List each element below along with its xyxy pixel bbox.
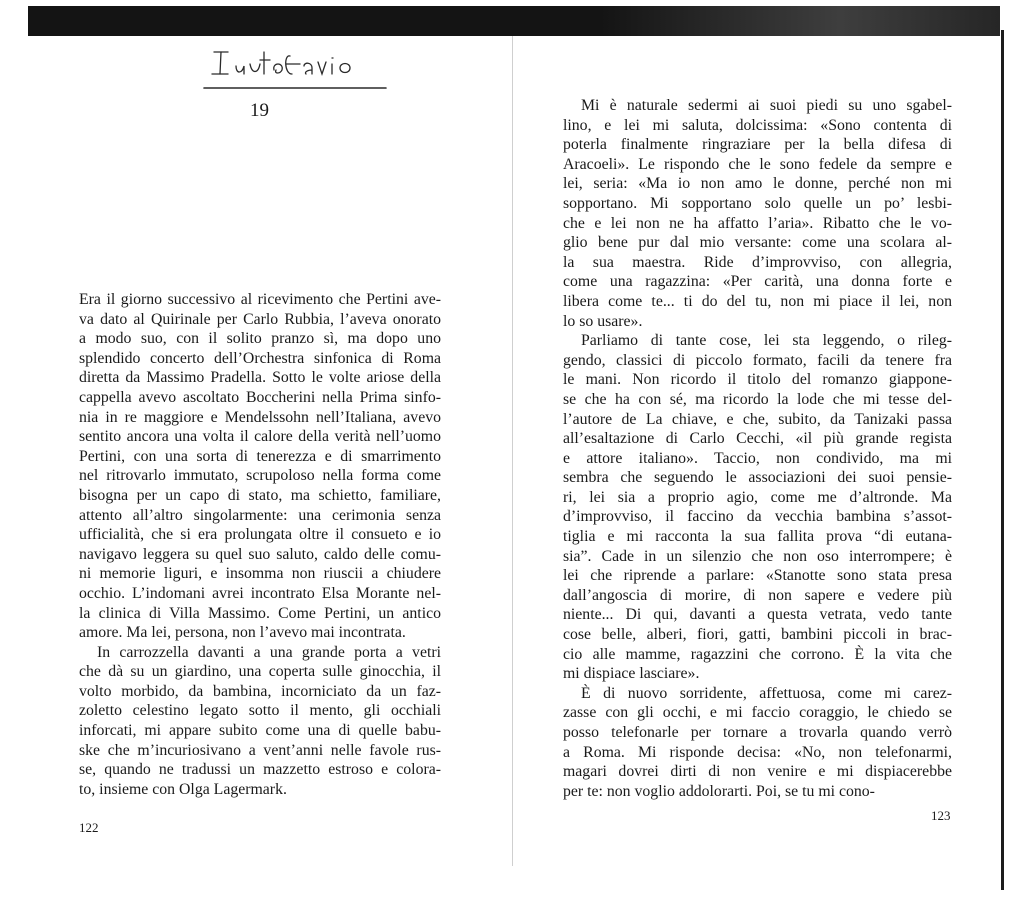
text-line: splendido concerto dell’Orchestra sinfonica di Roma — [79, 349, 441, 367]
text-line: volto morbido, da bambina, incorniciato da un faz- — [79, 682, 441, 700]
text-line: lei che riprende a parlare: «Stanotte sono stata presa — [563, 567, 952, 585]
text-line: In carrozzella davanti a una grande porta a vetri — [97, 643, 441, 661]
text-line: va dato al Quirinale per Carlo Rubbia, l’aveva onorato — [79, 310, 441, 328]
text-line: cose belle, alberi, fiori, gatti, bambini piccoli in brac- — [563, 626, 952, 644]
text-line: ri, lei sia a proprio agio, come me d’altronde. Ma — [563, 488, 952, 506]
text-line: a Roma. Mi risponde decisa: «No, non telefonarmi, — [563, 743, 952, 761]
text-line: zasse con gli occhi, e mi faccio coraggio, le chiedo se — [563, 704, 952, 722]
text-line: la sua maestra. Ride d’improvviso, con allegria, — [563, 253, 952, 271]
text-line: sopportano. Mi sopportano solo quelle un po’ lesbi- — [563, 194, 952, 212]
right-page-number: 123 — [931, 808, 951, 823]
text-line: cappella avevo ascoltato Boccherini nella Prima sinfo- — [79, 388, 441, 406]
text-line: attento all’altro singolarmente: una cerimonia senza — [79, 506, 441, 524]
text-line: diretta da Massimo Pradella. Sotto le volte ariose della — [79, 369, 441, 387]
text-line: Pertini, con una sorta di tenerezza e di smarrimento — [79, 447, 441, 465]
text-line: se, quando ne tradussi un mazzetto estroso e colora- — [79, 761, 441, 779]
text-line: nel ritrovarlo immutato, scrupoloso nella forma come — [79, 467, 441, 485]
text-line: lino, e lei mi saluta, dolcissima: «Sono contenta di — [563, 116, 952, 134]
text-line: cio alle mamme, ragazzini che corrono. È la vita che — [563, 645, 952, 663]
text-line: che e lei non ne ha affatto l’aria». Ribatto che le vo- — [563, 214, 952, 232]
text-line: ufficialità, che si era prolungata oltre il consueto e io — [79, 526, 441, 544]
text-line: lo so usare». — [563, 312, 643, 330]
text-line: ske che m’incuriosivano a vent’anni nelle favole rus- — [79, 741, 441, 759]
text-line: occhio. L’indomani avrei incontrato Elsa Morante nel- — [79, 584, 441, 602]
text-line: sia”. Cade in un silenzio che non oso interrompere; è — [563, 547, 952, 565]
book-gutter — [512, 36, 513, 866]
text-line: Mi è naturale sedermi ai suoi piedi su uno sgabel- — [581, 97, 952, 114]
text-line: a modo suo, con il solito pranzo sì, ma dopo uno — [79, 330, 441, 348]
text-line: come una ragazzina: «Per carità, una donna forte e — [563, 273, 952, 291]
text-line: all’esaltazione di Carlo Cecchi, «il più grande regista — [563, 430, 952, 448]
text-line: che dà su un giardino, una coperta sulle ginocchia, il — [79, 663, 441, 681]
handwritten-annotation — [200, 44, 390, 94]
text-line: sentito ancora una volta il calore della verità nell’uomo — [79, 428, 441, 446]
text-line: glio bene pur dal mio versante: come una scolara al- — [563, 234, 952, 252]
text-line: tiglia e mi racconta la sua fallita prova “di eutana- — [563, 528, 952, 546]
right-page-text — [563, 96, 952, 801]
text-line: gendo, classici di piccolo formato, facili da tenere fra — [563, 351, 952, 369]
text-line: le mani. Non ricordo il titolo del romanzo giappone- — [563, 371, 952, 389]
text-line: Parliamo di tante cose, lei sta leggendo, o rileg- — [581, 332, 952, 350]
text-line: niente... Di qui, davanti a questa vetrata, vedo tante — [563, 606, 952, 624]
text-line: È di nuovo sorridente, affettuosa, come mi carez- — [581, 684, 952, 702]
text-line: bisogna per un capo di stato, ma schietto, familiare, — [79, 486, 441, 504]
text-line: zoletto celestino legato sotto il mento, gli occhiali — [79, 702, 441, 720]
text-line: sembra che seguendo le associazioni dei suoi pensie- — [563, 469, 952, 487]
text-line: amore. Ma lei, persona, non l’avevo mai incontrata. — [79, 624, 406, 642]
text-line: ni memorie liguri, e insomma non riuscii a chiudere — [79, 565, 441, 583]
text-line: mi dispiace lasciare». — [563, 665, 700, 683]
left-page-number: 122 — [79, 820, 99, 835]
text-line: posso telefonarle per tornare a trovarla quando verrò — [563, 724, 952, 741]
handwriting-scribble — [200, 44, 390, 94]
text-line: l’autore de La chiave, e che, subito, da Tanizaki passa — [563, 410, 952, 428]
text-line: per te: non voglio addolorarti. Poi, se tu mi cono- — [563, 782, 875, 800]
text-line: libera come te... ti do del tu, non mi piace il lei, non — [563, 292, 952, 310]
text-line: poterla finalmente ringraziare per la bella difesa di — [563, 136, 952, 154]
text-line: dall’angoscia di morire, di non sapere e vedere più — [563, 586, 952, 604]
text-line: Aracoeli». Le rispondo che le sono fedele da sempre e — [563, 155, 952, 173]
text-line: to, insieme con Olga Lagermark. — [79, 780, 287, 798]
scan-right-edge — [1001, 30, 1004, 890]
left-page-text — [79, 290, 441, 799]
text-line: se che ha con sé, ma ricordo la lode che mi tesse del- — [563, 390, 952, 408]
text-line: la clinica di Villa Massimo. Come Pertini, un antico — [79, 604, 441, 622]
text-line: nia in re maggiore e Mendelssohn nell’Italiana, avevo — [79, 408, 441, 426]
text-line: navigavo leggera su quel suo saluto, caldo delle comu- — [79, 545, 441, 563]
chapter-number: 19 — [250, 100, 269, 121]
text-line: e attore italiano». Taccio, non condivido, ma mi — [563, 449, 952, 467]
text-line: lei, seria: «Ma io non amo le donne, perché non mi — [563, 175, 952, 193]
text-line: d’improvviso, il faccino da vecchia bambina s’assot- — [563, 508, 952, 526]
text-line: inforcati, mi appare subito come una di quelle babu- — [79, 722, 441, 740]
text-line: Era il giorno successivo al ricevimento che Pertini ave- — [79, 291, 441, 308]
scan-top-shadow-fade — [600, 6, 1000, 36]
text-line: magari dovrei dirti di non venire e mi dispiacerebbe — [563, 763, 952, 781]
